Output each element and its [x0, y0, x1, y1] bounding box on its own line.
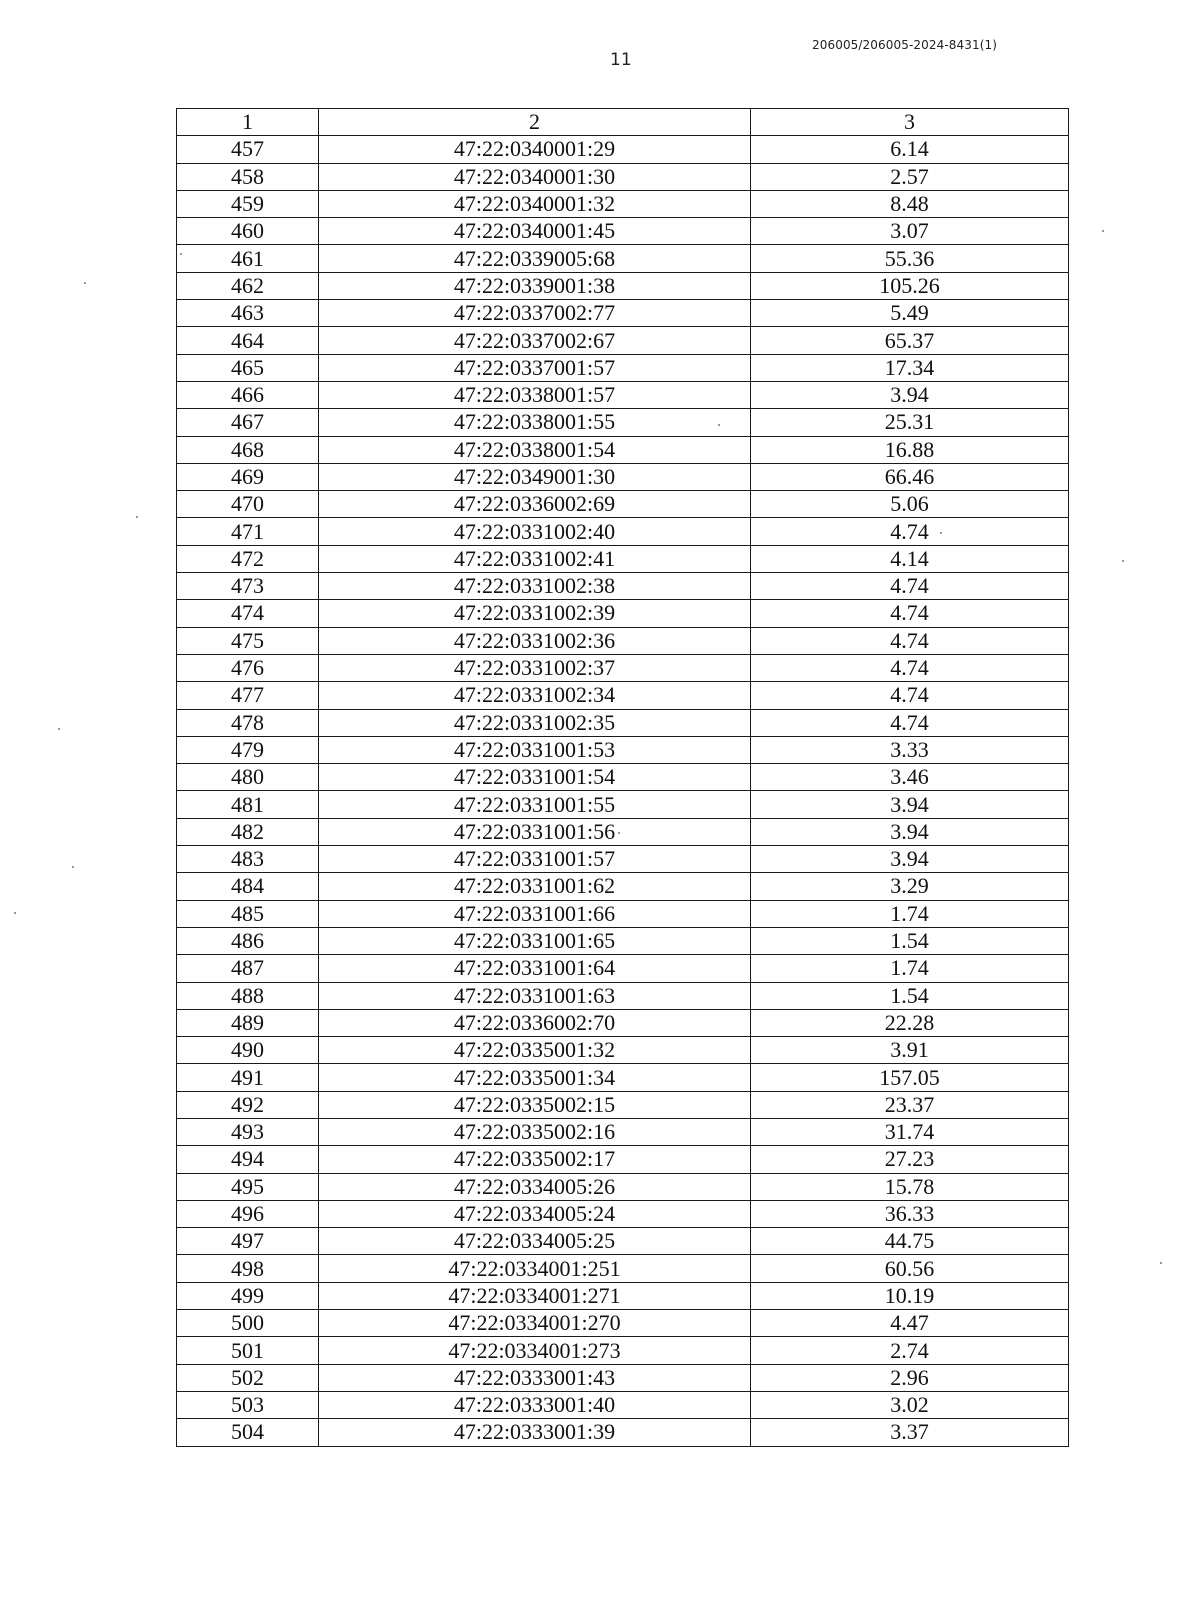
row-number-cell: 482: [177, 818, 319, 845]
cadastral-number-cell: 47:22:0331001:54: [319, 764, 751, 791]
cadastral-number-cell: 47:22:0338001:57: [319, 381, 751, 408]
column-header-3: 3: [751, 109, 1069, 136]
area-cell: 4.74: [751, 709, 1069, 736]
row-number-cell: 474: [177, 600, 319, 627]
table-row: [177, 463, 1069, 490]
area-cell: 1.74: [751, 955, 1069, 982]
table-row: [177, 1255, 1069, 1282]
table-row: [177, 1391, 1069, 1418]
area-cell: 16.88: [751, 436, 1069, 463]
row-number-cell: 467: [177, 409, 319, 436]
cadastral-number-cell: 47:22:0331002:35: [319, 709, 751, 736]
table-row: [177, 354, 1069, 381]
table-row: [177, 1091, 1069, 1118]
table-row: [177, 818, 1069, 845]
area-cell: 1.54: [751, 982, 1069, 1009]
area-cell: 23.37: [751, 1091, 1069, 1118]
parcel-table: [176, 108, 1069, 1447]
cadastral-number-cell: 47:22:0331001:53: [319, 736, 751, 763]
row-number-cell: 479: [177, 736, 319, 763]
row-number-cell: 464: [177, 327, 319, 354]
cadastral-number-cell: 47:22:0334005:25: [319, 1228, 751, 1255]
column-header-1: 1: [177, 109, 319, 136]
cadastral-number-cell: 47:22:0340001:32: [319, 190, 751, 217]
row-number-cell: 493: [177, 1118, 319, 1145]
table-row: [177, 1009, 1069, 1036]
column-header-2: 2: [319, 109, 751, 136]
row-number-cell: 490: [177, 1037, 319, 1064]
header-row: [177, 109, 1069, 136]
cadastral-number-cell: 47:22:0337001:57: [319, 354, 751, 381]
table-row: [177, 1118, 1069, 1145]
table-row: [177, 764, 1069, 791]
table-row: [177, 900, 1069, 927]
row-number-cell: 500: [177, 1310, 319, 1337]
table-row: [177, 409, 1069, 436]
cadastral-number-cell: 47:22:0349001:30: [319, 463, 751, 490]
cadastral-number-cell: 47:22:0334001:251: [319, 1255, 751, 1282]
table-row: [177, 218, 1069, 245]
row-number-cell: 466: [177, 381, 319, 408]
area-cell: 4.74: [751, 573, 1069, 600]
cadastral-number-cell: 47:22:0335002:17: [319, 1146, 751, 1173]
scan-speck: [1102, 230, 1104, 232]
cadastral-number-cell: 47:22:0331002:34: [319, 682, 751, 709]
table-header: [177, 109, 1069, 136]
cadastral-number-cell: 47:22:0336002:70: [319, 1009, 751, 1036]
area-cell: 4.74: [751, 600, 1069, 627]
row-number-cell: 472: [177, 545, 319, 572]
row-number-cell: 461: [177, 245, 319, 272]
table-row: [177, 1419, 1069, 1446]
row-number-cell: 484: [177, 873, 319, 900]
scan-speck: [718, 424, 720, 426]
area-cell: 5.49: [751, 300, 1069, 327]
cadastral-number-cell: 47:22:0331001:66: [319, 900, 751, 927]
row-number-cell: 459: [177, 190, 319, 217]
table-row: [177, 709, 1069, 736]
scan-speck: [618, 832, 620, 834]
scan-speck: [84, 282, 86, 284]
area-cell: 3.46: [751, 764, 1069, 791]
table-row: [177, 1037, 1069, 1064]
cadastral-number-cell: 47:22:0338001:55: [319, 409, 751, 436]
area-cell: 3.94: [751, 791, 1069, 818]
row-number-cell: 480: [177, 764, 319, 791]
area-cell: 1.74: [751, 900, 1069, 927]
area-cell: 3.07: [751, 218, 1069, 245]
table-row: [177, 272, 1069, 299]
area-cell: 36.33: [751, 1200, 1069, 1227]
table-row: [177, 1228, 1069, 1255]
cadastral-number-cell: 47:22:0331001:65: [319, 927, 751, 954]
area-cell: 3.29: [751, 873, 1069, 900]
area-cell: 3.37: [751, 1419, 1069, 1446]
cadastral-number-cell: 47:22:0340001:29: [319, 136, 751, 163]
row-number-cell: 460: [177, 218, 319, 245]
scan-speck: [58, 728, 60, 730]
row-number-cell: 492: [177, 1091, 319, 1118]
area-cell: 105.26: [751, 272, 1069, 299]
cadastral-number-cell: 47:22:0334001:270: [319, 1310, 751, 1337]
table-row: [177, 1310, 1069, 1337]
area-cell: 4.74: [751, 518, 1069, 545]
cadastral-number-cell: 47:22:0331001:64: [319, 955, 751, 982]
table-row: [177, 163, 1069, 190]
table-row: [177, 1173, 1069, 1200]
cadastral-number-cell: 47:22:0334001:271: [319, 1282, 751, 1309]
scan-speck: [1160, 1262, 1162, 1264]
table-row: [177, 1200, 1069, 1227]
area-cell: 4.74: [751, 654, 1069, 681]
cadastral-number-cell: 47:22:0331002:37: [319, 654, 751, 681]
table-row: [177, 627, 1069, 654]
cadastral-number-cell: 47:22:0334005:24: [319, 1200, 751, 1227]
table-row: [177, 1146, 1069, 1173]
area-cell: 3.02: [751, 1391, 1069, 1418]
row-number-cell: 491: [177, 1064, 319, 1091]
table-row: [177, 600, 1069, 627]
cadastral-number-cell: 47:22:0338001:54: [319, 436, 751, 463]
table-body: [177, 136, 1069, 1446]
row-number-cell: 498: [177, 1255, 319, 1282]
row-number-cell: 495: [177, 1173, 319, 1200]
table-row: [177, 545, 1069, 572]
cadastral-number-cell: 47:22:0335001:34: [319, 1064, 751, 1091]
cadastral-number-cell: 47:22:0337002:67: [319, 327, 751, 354]
area-cell: 2.74: [751, 1337, 1069, 1364]
area-cell: 4.14: [751, 545, 1069, 572]
area-cell: 157.05: [751, 1064, 1069, 1091]
table-row: [177, 381, 1069, 408]
cadastral-number-cell: 47:22:0331001:62: [319, 873, 751, 900]
row-number-cell: 501: [177, 1337, 319, 1364]
row-number-cell: 475: [177, 627, 319, 654]
cadastral-number-cell: 47:22:0339005:68: [319, 245, 751, 272]
row-number-cell: 487: [177, 955, 319, 982]
row-number-cell: 468: [177, 436, 319, 463]
document-reference: 206005/206005-2024-8431(1): [812, 38, 997, 52]
row-number-cell: 497: [177, 1228, 319, 1255]
table-row: [177, 846, 1069, 873]
cadastral-number-cell: 47:22:0333001:39: [319, 1419, 751, 1446]
area-cell: 8.48: [751, 190, 1069, 217]
area-cell: 22.28: [751, 1009, 1069, 1036]
area-cell: 17.34: [751, 354, 1069, 381]
area-cell: 3.91: [751, 1037, 1069, 1064]
cadastral-number-cell: 47:22:0335002:16: [319, 1118, 751, 1145]
table-row: [177, 982, 1069, 1009]
scan-speck: [136, 516, 138, 518]
cadastral-number-cell: 47:22:0331001:55: [319, 791, 751, 818]
area-cell: 10.19: [751, 1282, 1069, 1309]
area-cell: 55.36: [751, 245, 1069, 272]
area-cell: 2.57: [751, 163, 1069, 190]
cadastral-number-cell: 47:22:0331002:40: [319, 518, 751, 545]
row-number-cell: 483: [177, 846, 319, 873]
area-cell: 2.96: [751, 1364, 1069, 1391]
cadastral-number-cell: 47:22:0340001:45: [319, 218, 751, 245]
area-cell: 27.23: [751, 1146, 1069, 1173]
table-row: [177, 654, 1069, 681]
cadastral-number-cell: 47:22:0336002:69: [319, 491, 751, 518]
area-cell: 1.54: [751, 927, 1069, 954]
area-cell: 3.94: [751, 381, 1069, 408]
row-number-cell: 503: [177, 1391, 319, 1418]
table-row: [177, 190, 1069, 217]
scan-speck: [180, 253, 182, 255]
scan-speck: [940, 532, 942, 534]
cadastral-number-cell: 47:22:0339001:38: [319, 272, 751, 299]
table-row: [177, 436, 1069, 463]
cadastral-number-cell: 47:22:0331001:57: [319, 846, 751, 873]
cadastral-number-cell: 47:22:0331002:38: [319, 573, 751, 600]
cadastral-number-cell: 47:22:0331002:39: [319, 600, 751, 627]
cadastral-number-cell: 47:22:0331002:36: [319, 627, 751, 654]
row-number-cell: 463: [177, 300, 319, 327]
table-row: [177, 873, 1069, 900]
cadastral-number-cell: 47:22:0340001:30: [319, 163, 751, 190]
cadastral-number-cell: 47:22:0334005:26: [319, 1173, 751, 1200]
page-number: 11: [610, 50, 632, 70]
cadastral-number-cell: 47:22:0334001:273: [319, 1337, 751, 1364]
table-row: [177, 245, 1069, 272]
area-cell: 4.74: [751, 627, 1069, 654]
row-number-cell: 502: [177, 1364, 319, 1391]
table-row: [177, 327, 1069, 354]
row-number-cell: 473: [177, 573, 319, 600]
table-row: [177, 136, 1069, 163]
table-row: [177, 736, 1069, 763]
table-row: [177, 491, 1069, 518]
area-cell: 31.74: [751, 1118, 1069, 1145]
row-number-cell: 496: [177, 1200, 319, 1227]
area-cell: 4.47: [751, 1310, 1069, 1337]
scan-speck: [72, 866, 74, 868]
area-cell: 6.14: [751, 136, 1069, 163]
cadastral-number-cell: 47:22:0333001:40: [319, 1391, 751, 1418]
cadastral-number-cell: 47:22:0331001:63: [319, 982, 751, 1009]
area-cell: 5.06: [751, 491, 1069, 518]
row-number-cell: 494: [177, 1146, 319, 1173]
area-cell: 44.75: [751, 1228, 1069, 1255]
table-row: [177, 927, 1069, 954]
table-row: [177, 300, 1069, 327]
row-number-cell: 458: [177, 163, 319, 190]
row-number-cell: 477: [177, 682, 319, 709]
table-row: [177, 791, 1069, 818]
row-number-cell: 476: [177, 654, 319, 681]
cadastral-number-cell: 47:22:0335001:32: [319, 1037, 751, 1064]
row-number-cell: 462: [177, 272, 319, 299]
table-row: [177, 1282, 1069, 1309]
cadastral-number-cell: 47:22:0333001:43: [319, 1364, 751, 1391]
row-number-cell: 457: [177, 136, 319, 163]
area-cell: 25.31: [751, 409, 1069, 436]
area-cell: 3.94: [751, 846, 1069, 873]
area-cell: 66.46: [751, 463, 1069, 490]
cadastral-number-cell: 47:22:0337002:77: [319, 300, 751, 327]
scan-speck: [1122, 560, 1124, 562]
row-number-cell: 465: [177, 354, 319, 381]
area-cell: 3.94: [751, 818, 1069, 845]
row-number-cell: 504: [177, 1419, 319, 1446]
cadastral-number-cell: 47:22:0335002:15: [319, 1091, 751, 1118]
table-row: [177, 955, 1069, 982]
table-row: [177, 1064, 1069, 1091]
table-row: [177, 1364, 1069, 1391]
area-cell: 4.74: [751, 682, 1069, 709]
area-cell: 15.78: [751, 1173, 1069, 1200]
cadastral-number-cell: 47:22:0331001:56: [319, 818, 751, 845]
row-number-cell: 486: [177, 927, 319, 954]
table-row: [177, 682, 1069, 709]
row-number-cell: 481: [177, 791, 319, 818]
area-cell: 65.37: [751, 327, 1069, 354]
row-number-cell: 489: [177, 1009, 319, 1036]
row-number-cell: 499: [177, 1282, 319, 1309]
cadastral-number-cell: 47:22:0331002:41: [319, 545, 751, 572]
table-row: [177, 518, 1069, 545]
row-number-cell: 485: [177, 900, 319, 927]
row-number-cell: 488: [177, 982, 319, 1009]
row-number-cell: 469: [177, 463, 319, 490]
table-row: [177, 1337, 1069, 1364]
row-number-cell: 471: [177, 518, 319, 545]
area-cell: 3.33: [751, 736, 1069, 763]
row-number-cell: 478: [177, 709, 319, 736]
table-row: [177, 573, 1069, 600]
area-cell: 60.56: [751, 1255, 1069, 1282]
scan-speck: [14, 912, 16, 914]
row-number-cell: 470: [177, 491, 319, 518]
